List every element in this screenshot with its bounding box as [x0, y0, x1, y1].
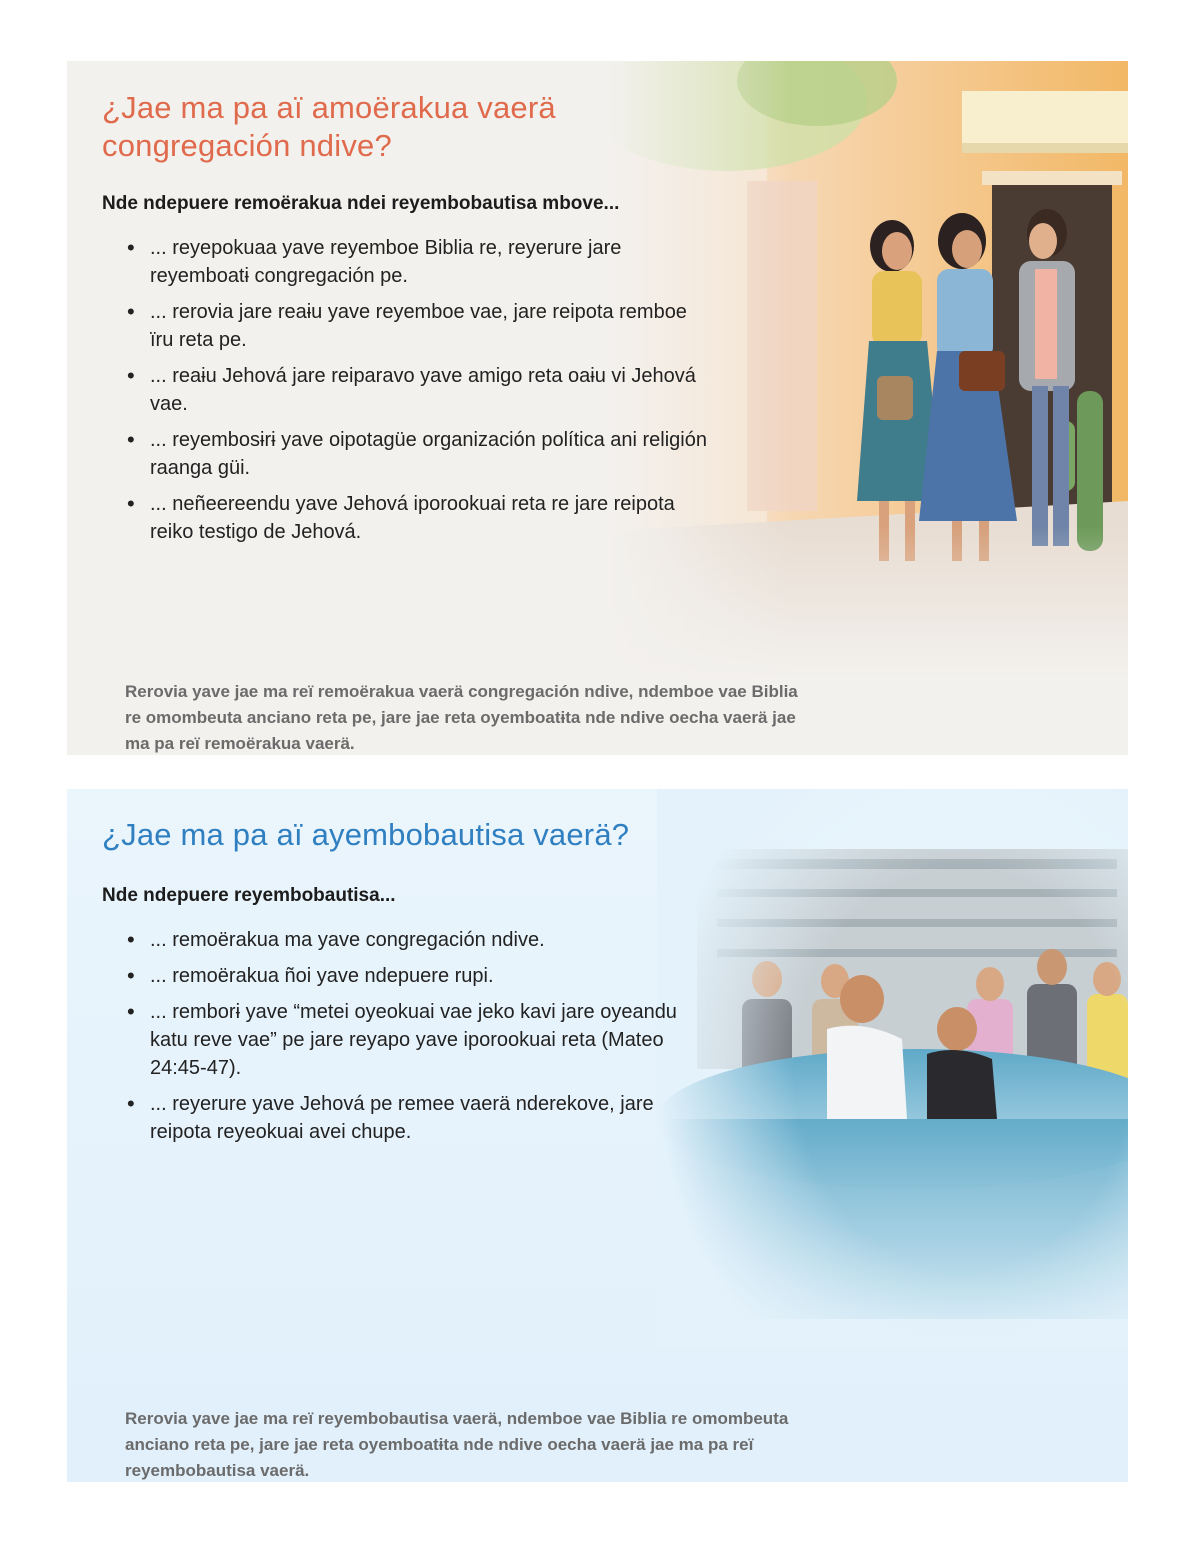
list-item: • ... remoërakua ma yave congregación ndive.	[127, 926, 707, 954]
panel-title: ¿Jae ma pa aï amoërakua vaerä congregación ndive?	[102, 90, 556, 163]
list-item: • ... neñeereendu yave Jehová iporookuai reta re jare reipota reiko testigo de Jehová.	[127, 490, 707, 546]
requirements-list	[127, 926, 707, 1154]
list-item: • ... reyembosɨrɨ yave oipotagüe organización política ani religión raanga güi.	[127, 426, 707, 482]
list-item: • ... rerovia jare reaɨu yave reyemboe vae, jare reipota remboe ïru reta pe.	[127, 298, 707, 354]
lead-text: Nde ndepuere reyembobautisa...	[102, 885, 396, 906]
requirements-list	[127, 234, 707, 554]
list-item: • ... remoërakua ñoi yave ndepuere rupi.	[127, 962, 707, 990]
list-item: • ... reyepokuaa yave reyemboe Biblia re, reyerure jare reyemboatɨ congregación pe.	[127, 234, 707, 290]
footnote: Rerovia yave jae ma reï reyembobautisa vaerä, ndemboe vae Biblia re omombeuta anciano reta pe, jare jae reta oyemboatɨta nde ndive oecha vaerä jae ma pa reï reyembobautisa vaerä.	[125, 1409, 789, 1480]
list-item: • ... reaɨu Jehová jare reiparavo yave amigo reta oaɨu vi Jehová vae.	[127, 362, 707, 418]
list-item: • ... reyerure yave Jehová pe remee vaerä nderekove, jare reipota reyeokuai avei chupe.	[127, 1090, 707, 1146]
baptism-pool-illustration	[657, 789, 1128, 1349]
list-item: • ... remborɨ yave “metei oyeokuai vae jeko kavi jare oyeandu katu reve vae” pe jare reyapo yave iporookuai reta (Mateo 24:45-47).	[127, 998, 707, 1082]
baptism-panel	[67, 789, 1128, 1482]
panel-title: ¿Jae ma pa aï ayembobautisa vaerä?	[102, 817, 630, 852]
footnote: Rerovia yave jae ma reï remoërakua vaerä congregación ndive, ndemboe vae Biblia re omombeuta anciano reta pe, jare jae reta oyemboatɨta nde ndive oecha vaerä jae ma pa reï remoërakua vaerä.	[125, 682, 798, 753]
lead-text: Nde ndepuere remoërakua ndei reyembobautisa mbove...	[102, 193, 620, 214]
membership-panel	[67, 61, 1128, 755]
